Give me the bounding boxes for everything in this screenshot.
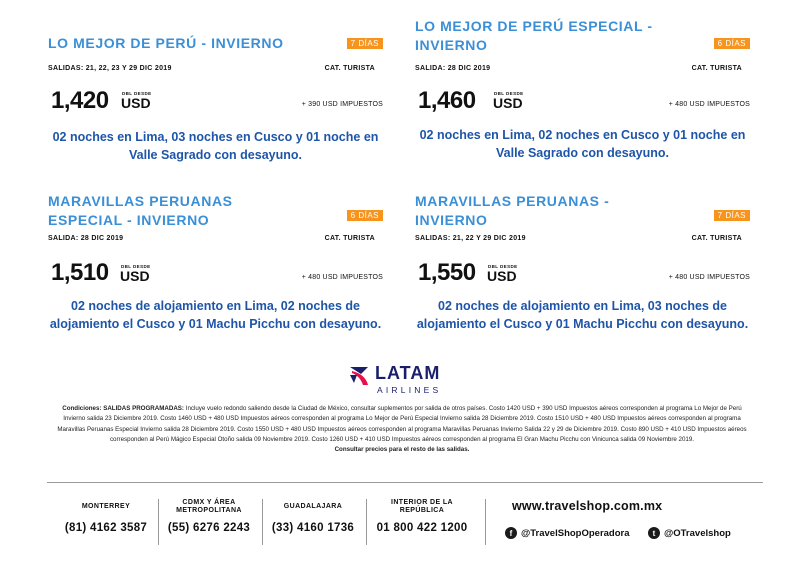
departure-dates: SALIDAS: 21, 22 Y 29 DIC 2019: [415, 235, 526, 242]
conditions-heading: SALIDAS PROGRAMADAS:: [103, 405, 184, 412]
price-note: DBL DESDE: [494, 91, 524, 96]
days-badge: 7 DÍAS: [347, 38, 383, 49]
category: CAT. TURISTA: [324, 65, 375, 72]
office-interior: [370, 495, 474, 534]
price-note: DBL DESDE: [121, 264, 151, 269]
office-guadalajara: [266, 495, 360, 534]
website-link[interactable]: www.travelshop.com.mx: [512, 499, 663, 513]
package-title: LO MEJOR DE PERÚ - INVIERNO: [48, 35, 284, 51]
currency: USD: [121, 95, 151, 111]
category: CAT. TURISTA: [691, 65, 742, 72]
departure-dates: SALIDA: 28 DIC 2019: [415, 65, 491, 72]
package-card-4: [415, 192, 750, 352]
latam-emblem-icon: [348, 361, 374, 389]
office-phone[interactable]: 01 800 422 1200: [376, 522, 468, 534]
facebook-icon: f: [505, 527, 517, 539]
office-monterrey: [58, 495, 154, 534]
conditions-label: Condiciones:: [62, 405, 102, 412]
currency: USD: [120, 268, 150, 284]
divider: [158, 499, 159, 545]
facebook-handle: @TravelShopOperadora: [521, 527, 630, 539]
category: CAT. TURISTA: [324, 235, 375, 242]
package-card-3: [48, 192, 383, 352]
office-city: INTERIOR DE LA REPÚBLICA: [391, 499, 453, 514]
package-title: MARAVILLAS PERUANAS ESPECIAL - INVIERNO: [48, 193, 233, 228]
office-city: MONTERREY: [81, 503, 131, 510]
twitter-handle: @OTravelshop: [664, 527, 731, 539]
consult-note: Consultar precios para el resto de las salidas.: [334, 446, 470, 454]
divider: [262, 499, 263, 545]
latam-logo: [348, 361, 458, 401]
package-title: LO MEJOR DE PERÚ ESPECIAL - INVIERNO: [415, 18, 653, 53]
taxes: + 480 USD IMPUESTOS: [668, 101, 750, 108]
price: 1,420: [51, 87, 109, 114]
twitter-icon: t: [648, 527, 660, 539]
facebook-link[interactable]: [505, 527, 630, 539]
logo-wordmark: LATAM: [375, 363, 441, 383]
office-phone[interactable]: (55) 6276 2243: [167, 522, 251, 534]
package-description: 02 noches de alojamiento en Lima, 03 noches de alojamiento el Cusco y 01 Machu Picchu con desayuno.: [416, 299, 749, 331]
package-description: 02 noches en Lima, 03 noches en Cusco y 01 noche en Valle Sagrado con desayuno.: [52, 130, 379, 162]
category: CAT. TURISTA: [691, 235, 742, 242]
twitter-link[interactable]: [648, 527, 731, 539]
package-card-1: [48, 34, 383, 162]
package-description: 02 noches en Lima, 02 noches en Cusco y 01 noche en Valle Sagrado con desayuno.: [419, 128, 746, 160]
conditions-body: Incluye vuelo redondo saliendo desde la Ciudad de México, consultar suplementos por salida de otros países. Costo 1420 USD + 390 USD Impuestos aéreos corresponden al programa Lo Mejor de Perú Invierno salida 23 Diciembre 2019. Costo 1460 USD + 480 USD Impuestos aéreos corresponden al programa Lo Mejor de Perú Especial Invierno salida 28 Diciembre 2019. Costo 1510 USD + 480 USD Impuestos aéreos corresponden al programa Maravillas Peruanas Especial Invierno salida 28 Diciembre 2019. Costo 1550 USD + 480 USD Impuestos aéreos corresponden al programa Maravillas Peruanas Invierno Salida 22 y 29 de Diciembre 2019. Costo 890 USD + 410 USD Impuestos aéreos corresponden al Perú Mágico Especial Otoño salida 09 Noviembre 2019. Costo 1260 USD + 410 USD Impuestos aéreos corresponden al programa El Gran Machu Picchu con Vinicunca salida 09 Noviembre 2019.: [57, 405, 747, 443]
divider: [366, 499, 367, 545]
package-title: MARAVILLAS PERUANAS - INVIERNO: [415, 193, 610, 228]
price: 1,510: [51, 259, 109, 286]
office-phone[interactable]: (33) 4160 1736: [271, 522, 355, 534]
footer-divider: [47, 482, 763, 483]
taxes: + 390 USD IMPUESTOS: [301, 101, 383, 108]
taxes: + 480 USD IMPUESTOS: [668, 274, 750, 281]
office-city: GUADALAJARA: [283, 503, 343, 510]
package-description: 02 noches de alojamiento en Lima, 02 noches de alojamiento el Cusco y 01 Machu Picchu con desayuno.: [49, 299, 382, 331]
office-cdmx: [162, 495, 256, 534]
divider: [485, 499, 486, 545]
office-phone[interactable]: (81) 4162 3587: [64, 522, 148, 534]
price: 1,460: [418, 87, 476, 114]
currency: USD: [487, 268, 517, 284]
departure-dates: SALIDAS: 21, 22, 23 Y 29 DIC 2019: [48, 65, 172, 72]
office-city: CDMX Y ÁREA METROPOLITANA: [176, 499, 242, 514]
days-badge: 6 DÍAS: [347, 210, 383, 221]
price-note: DBL DESDE: [122, 91, 152, 96]
taxes: + 480 USD IMPUESTOS: [301, 274, 383, 281]
currency: USD: [493, 95, 523, 111]
conditions-text: [52, 404, 752, 455]
logo-subtitle: AIRLINES: [377, 385, 442, 395]
days-badge: 6 DÍAS: [714, 38, 750, 49]
price-note: DBL DESDE: [488, 264, 518, 269]
days-badge: 7 DÍAS: [714, 210, 750, 221]
price: 1,550: [418, 259, 476, 286]
package-card-2: [415, 17, 750, 159]
departure-dates: SALIDA: 28 DIC 2019: [48, 235, 124, 242]
